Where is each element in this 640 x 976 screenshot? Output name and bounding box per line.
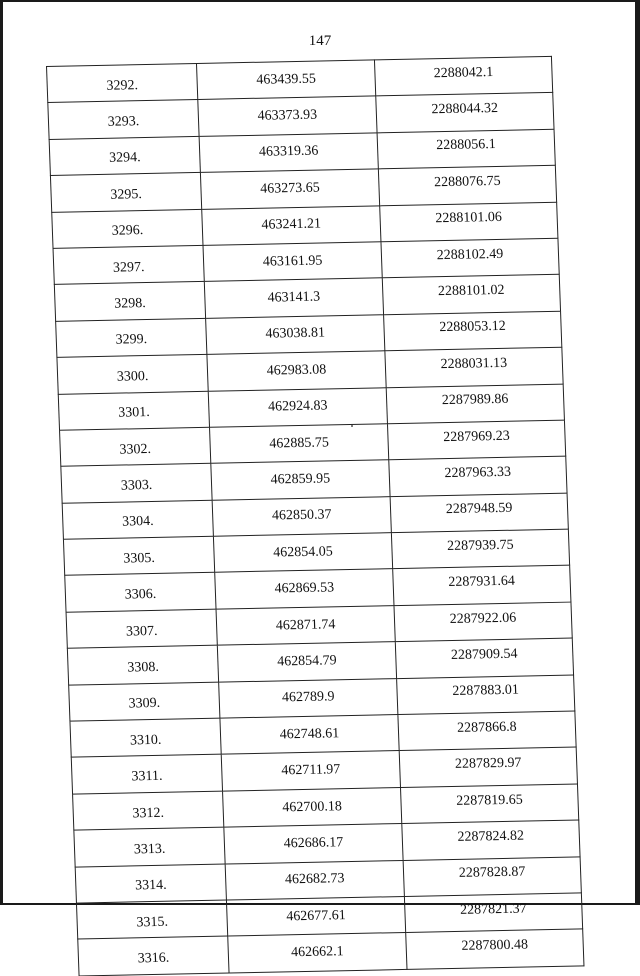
y-coordinate-cell: 2287963.33 [389, 456, 567, 496]
y-coordinate-cell: 2287948.59 [390, 493, 568, 533]
x-coordinate-cell: 463241.21 [202, 205, 381, 245]
point-number-cell: 3308. [67, 645, 218, 684]
point-number-cell: 3296. [52, 209, 203, 248]
point-number-cell: 3309. [69, 682, 220, 721]
x-coordinate-cell: 463161.95 [203, 242, 382, 282]
y-coordinate-cell: 2287969.23 [387, 420, 565, 460]
point-number-cell: 3314. [75, 864, 226, 903]
point-number-cell: 3295. [50, 173, 201, 212]
point-number-cell: 3298. [54, 282, 205, 321]
x-coordinate-cell: 463273.65 [200, 169, 379, 209]
point-number-cell: 3294. [49, 136, 200, 175]
y-coordinate-cell: 2288031.13 [385, 347, 563, 387]
point-number-cell: 3311. [71, 755, 222, 794]
coordinate-table-body [47, 56, 584, 975]
x-coordinate-cell: 462924.83 [208, 387, 387, 427]
x-coordinate-cell: 462748.61 [220, 715, 399, 755]
point-number-cell: 3313. [74, 827, 225, 866]
y-coordinate-cell: 2288044.32 [376, 93, 554, 133]
x-coordinate-cell: 462854.79 [217, 642, 396, 682]
point-number-cell: 3310. [70, 718, 221, 757]
x-coordinate-cell: 462850.37 [212, 496, 391, 536]
point-number-cell: 3312. [73, 791, 224, 830]
y-coordinate-cell: 2287883.01 [397, 675, 575, 715]
page-edge-left [0, 0, 3, 905]
x-coordinate-cell: 462869.53 [215, 569, 394, 609]
y-coordinate-cell: 2287931.64 [393, 566, 571, 606]
point-number-cell: 3304. [62, 500, 213, 539]
x-coordinate-cell: 463038.81 [206, 315, 385, 355]
scan-speck [351, 425, 353, 427]
x-coordinate-cell: 462700.18 [223, 787, 402, 827]
coordinate-table [46, 56, 584, 976]
y-coordinate-cell: 2287819.65 [400, 784, 578, 824]
y-coordinate-cell: 2287939.75 [391, 529, 569, 569]
y-coordinate-cell: 2288042.1 [374, 56, 552, 96]
x-coordinate-cell: 462854.05 [213, 533, 392, 573]
point-number-cell: 3316. [78, 936, 229, 975]
y-coordinate-cell: 2287821.37 [404, 893, 582, 933]
point-number-cell: 3303. [61, 464, 212, 503]
x-coordinate-cell: 462677.61 [226, 896, 405, 936]
coordinate-table-container [46, 56, 583, 976]
x-coordinate-cell: 463141.3 [204, 278, 383, 318]
x-coordinate-cell: 463373.93 [198, 96, 377, 136]
page-edge-right [635, 0, 640, 905]
y-coordinate-cell: 2288056.1 [377, 129, 555, 169]
x-coordinate-cell: 462859.95 [211, 460, 390, 500]
point-number-cell: 3300. [57, 354, 208, 393]
y-coordinate-cell: 2287866.8 [398, 711, 576, 751]
y-coordinate-cell: 2288101.02 [382, 275, 560, 315]
point-number-cell: 3292. [47, 63, 198, 102]
y-coordinate-cell: 2287828.87 [403, 857, 581, 897]
y-coordinate-cell: 2287922.06 [394, 602, 572, 642]
point-number-cell: 3305. [63, 536, 214, 575]
page-number: 147 [308, 33, 332, 49]
y-coordinate-cell: 2288101.06 [380, 202, 558, 242]
point-number-cell: 3293. [48, 100, 199, 139]
x-coordinate-cell: 462711.97 [221, 751, 400, 791]
page-edge-top [0, 0, 640, 2]
y-coordinate-cell: 2287800.48 [406, 929, 584, 969]
point-number-cell: 3297. [53, 245, 204, 284]
y-coordinate-cell: 2287909.54 [395, 638, 573, 678]
point-number-cell: 3299. [56, 318, 207, 357]
point-number-cell: 3307. [66, 609, 217, 648]
point-number-cell: 3306. [65, 573, 216, 612]
x-coordinate-cell: 463439.55 [196, 60, 375, 100]
x-coordinate-cell: 462885.75 [210, 424, 389, 464]
y-coordinate-cell: 2287824.82 [402, 820, 580, 860]
y-coordinate-cell: 2288102.49 [381, 238, 559, 278]
x-coordinate-cell: 463319.36 [199, 133, 378, 173]
x-coordinate-cell: 462789.9 [219, 678, 398, 718]
point-number-cell: 3315. [76, 900, 227, 939]
x-coordinate-cell: 462662.1 [228, 933, 407, 973]
y-coordinate-cell: 2288053.12 [384, 311, 562, 351]
x-coordinate-cell: 462682.73 [225, 860, 404, 900]
y-coordinate-cell: 2288076.75 [378, 165, 556, 205]
x-coordinate-cell: 462686.17 [224, 824, 403, 864]
point-number-cell: 3302. [60, 427, 211, 466]
y-coordinate-cell: 2287989.86 [386, 384, 564, 424]
x-coordinate-cell: 462871.74 [216, 605, 395, 645]
x-coordinate-cell: 462983.08 [207, 351, 386, 391]
point-number-cell: 3301. [58, 391, 209, 430]
y-coordinate-cell: 2287829.97 [399, 747, 577, 787]
